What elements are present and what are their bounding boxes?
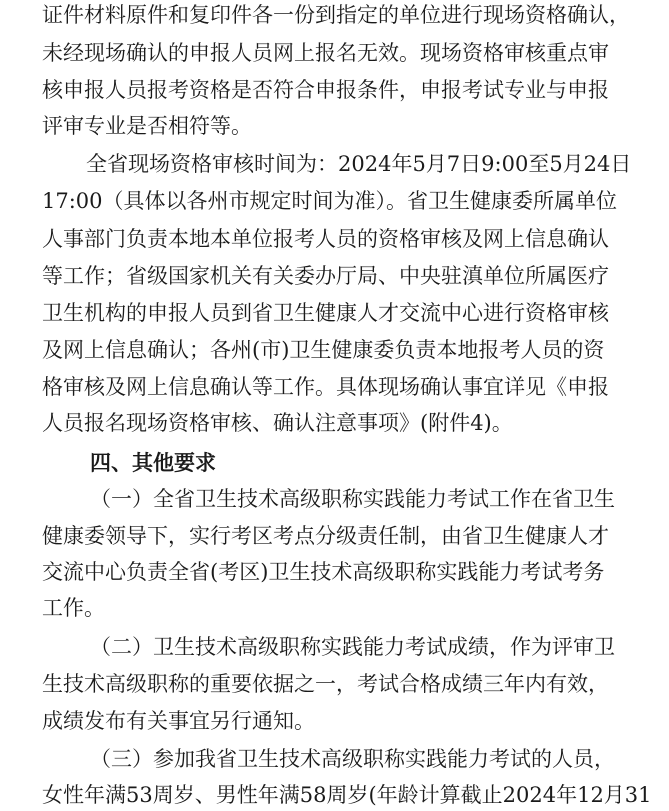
paragraph-line: 及网上信息确认；各州(市)卫生健康委负责本地报考人员的资 — [42, 338, 605, 362]
paragraph-line: 女性年满53周岁、男性年满58周岁(年龄计算截止2024年12月31 — [42, 783, 652, 807]
paragraph-line: （二）卫生技术高级职称实践能力考试成绩，作为评审卫 — [90, 635, 615, 659]
paragraph-line: 证件材料原件和复印件各一份到指定的单位进行现场资格确认， — [42, 3, 630, 27]
paragraph-line: 人事部门负责本地本单位报考人员的资格审核及网上信息确认 — [42, 227, 609, 251]
paragraph-line: 成绩发布有关事宜另行通知。 — [42, 709, 315, 733]
paragraph-line: 核申报人员报考资格是否符合申报条件，申报考试专业与申报 — [42, 78, 609, 102]
paragraph-line: （三）参加我省卫生技术高级职称实践能力考试的人员， — [90, 747, 615, 771]
paragraph-line: 交流中心负责全省(考区)卫生技术高级职称实践能力考试考务 — [42, 560, 605, 584]
paragraph-line: 生技术高级职称的重要依据之一，考试合格成绩三年内有效， — [42, 672, 609, 696]
paragraph-line: 未经现场确认的申报人员网上报名无效。现场资格审核重点审 — [42, 41, 609, 65]
paragraph-line: 格审核及网上信息确认等工作。具体现场确认事宜详见《申报 — [42, 375, 609, 399]
section-heading: 四、其他要求 — [90, 451, 216, 475]
paragraph-line: 工作。 — [42, 596, 105, 620]
paragraph-line: 评审专业是否相符等。 — [42, 114, 252, 138]
paragraph-line: 卫生机构的申报人员到省卫生健康人才交流中心进行资格审核 — [42, 301, 609, 325]
paragraph-line: 人员报名现场资格审核、确认注意事项》(附件4)。 — [42, 411, 513, 435]
paragraph-line: （一）全省卫生技术高级职称实践能力考试工作在省卫生 — [90, 487, 615, 511]
paragraph-line: 健康委领导下，实行考区考点分级责任制，由省卫生健康人才 — [42, 524, 609, 548]
paragraph-line: 全省现场资格审核时间为：2024年5月7日9:00至5月24日 — [86, 152, 632, 176]
paragraph-line: 17:00（具体以各州市规定时间为准）。省卫生健康委所属单位 — [42, 189, 618, 213]
paragraph-line: 等工作；省级国家机关有关委办厅局、中央驻滇单位所属医疗 — [42, 264, 609, 288]
